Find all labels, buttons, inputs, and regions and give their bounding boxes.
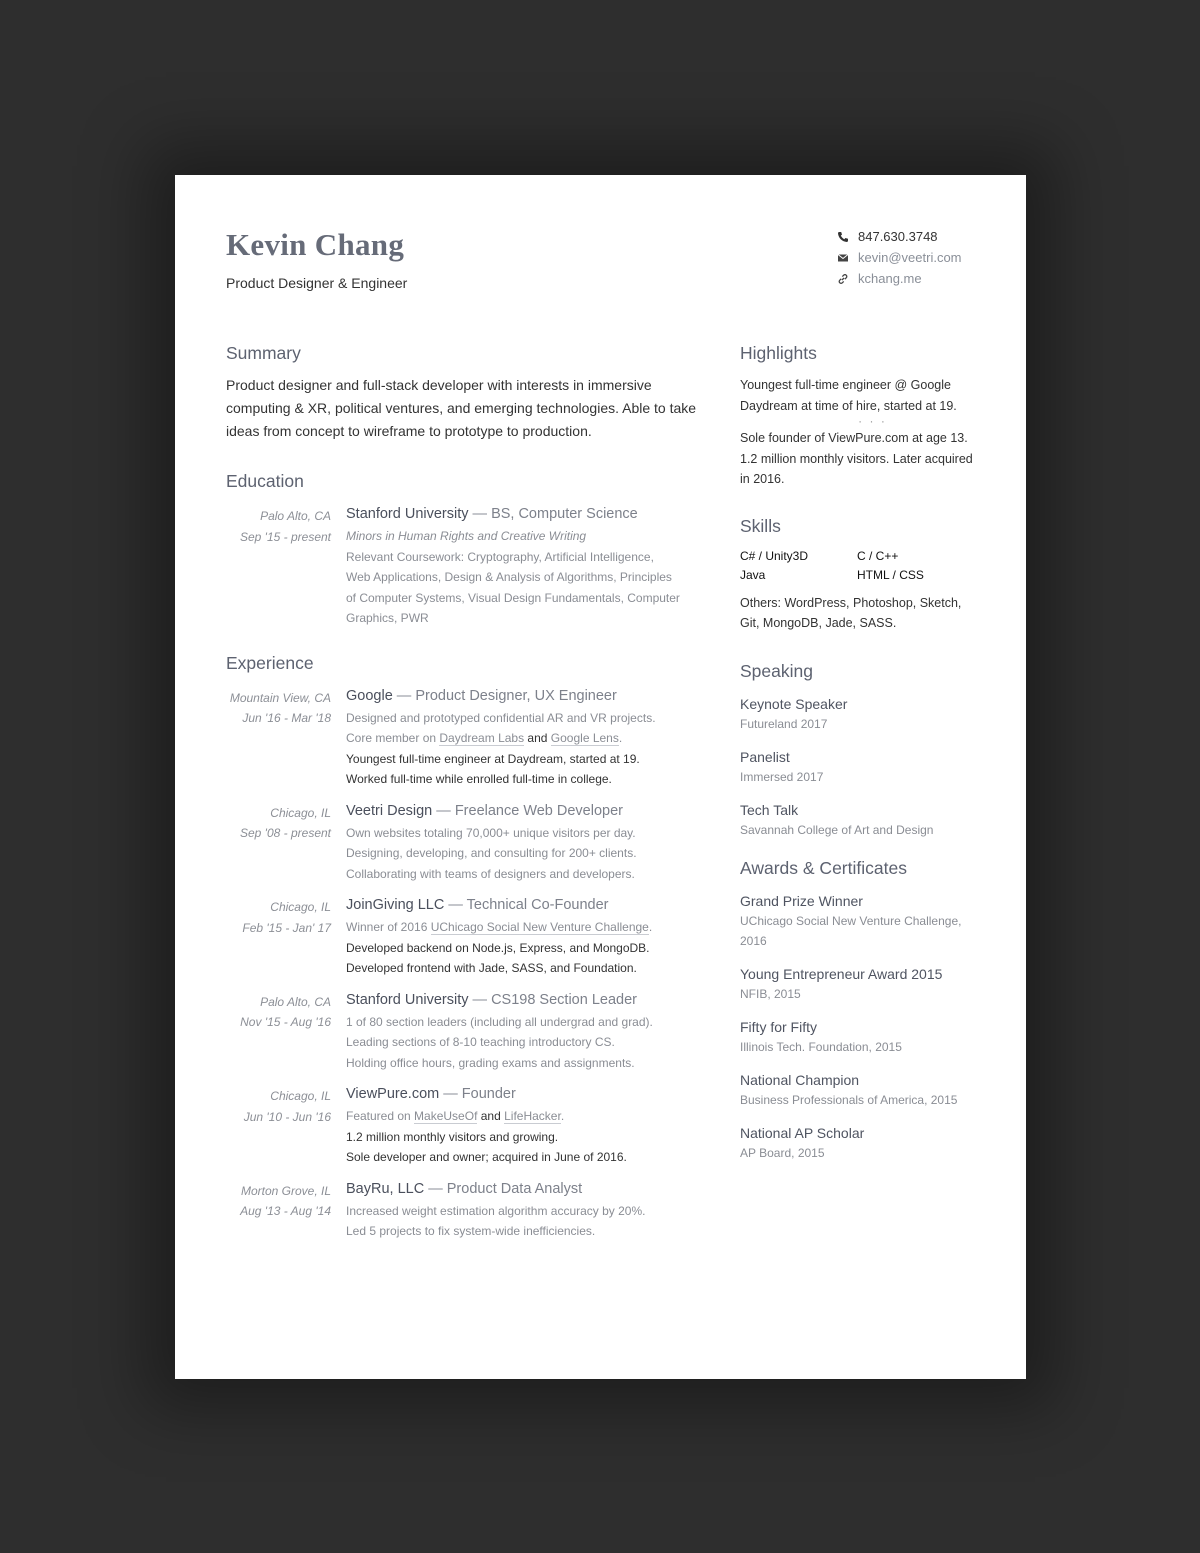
entry-location: Chicago, IL [270, 900, 331, 914]
skills-grid [740, 547, 980, 585]
entry-line: Relevant Coursework: Cryptography, Artificial Intelligence, [346, 549, 654, 564]
entry-meta [226, 895, 331, 979]
item-subtitle: NFIB, 2015 [740, 986, 801, 1001]
entry-meta [226, 801, 331, 885]
entry-line: Leading sections of 8-10 teaching introductory CS. [346, 1035, 615, 1049]
google-lens-link[interactable]: Google Lens [550, 731, 619, 745]
item-subtitle: AP Board, 2015 [740, 1145, 825, 1160]
entry-line: Developed frontend with Jade, SASS, and Foundation. [346, 961, 637, 975]
entry-line: Increased weight estimation algorithm accuracy by 20%. [346, 1203, 646, 1218]
experience-section [226, 653, 706, 1242]
entry-position: Founder [461, 1086, 516, 1102]
experience-entry-stanford [226, 990, 706, 1074]
phone-icon [837, 231, 849, 243]
entry-dates: Sep '15 - present [239, 529, 331, 544]
entry-position: CS198 Section Leader [491, 991, 637, 1008]
skill-item: HTML / CSS [857, 567, 924, 582]
entry-body [346, 990, 686, 1074]
entry-org: Veetri Design [346, 802, 433, 819]
daydream-labs-link[interactable]: Daydream Labs [439, 731, 525, 745]
entry-org: Google [346, 687, 393, 704]
entry-org: Stanford University [346, 506, 469, 522]
item-title: Tech Talk [740, 801, 799, 818]
entry-org: ViewPure.com [346, 1086, 440, 1102]
entry-position: Technical Co-Founder [466, 897, 609, 913]
entry-location: Chicago, IL [270, 805, 331, 820]
item-title: Grand Prize Winner [740, 892, 863, 909]
entry-separator: — [448, 897, 463, 913]
speaking-item [740, 694, 980, 734]
email-link[interactable]: kevin@veetri.com [858, 250, 962, 265]
item-title: Keynote Speaker [740, 695, 848, 712]
entry-position: Product Designer, UX Engineer [415, 687, 617, 704]
skill-item: C# / Unity3D [740, 548, 809, 563]
entry-body [346, 1179, 686, 1242]
entry-separator: — [396, 687, 412, 704]
summary-heading: Summary [226, 343, 301, 363]
speaking-item [740, 747, 980, 787]
text-fragment: and [477, 1109, 505, 1123]
entry-dates: Aug '13 - Aug '14 [240, 1204, 331, 1218]
item-subtitle: Business Professionals of America, 2015 [740, 1092, 958, 1107]
skill-item: Java [740, 567, 766, 582]
entry-body [346, 801, 686, 885]
entry-org: BayRu, LLC [346, 1180, 425, 1197]
entry-line: Worked full-time while enrolled full-time in college. [346, 772, 612, 786]
highlights-heading: Highlights [740, 343, 817, 363]
entry-line: 1 of 80 section leaders (including all undergrad and grad). [346, 1014, 653, 1029]
uchicago-snvc-link[interactable]: UChicago Social New Venture Challenge [430, 920, 649, 934]
text-fragment: and [524, 731, 551, 745]
highlight-item: Youngest full-time engineer @ Google Daydream at time of hire, started at 19. [740, 378, 957, 413]
entry-location: Palo Alto, CA [260, 994, 331, 1009]
entry-line: Developed backend on Node.js, Express, and MongoDB. [346, 940, 650, 955]
entry-heading [346, 686, 686, 706]
entry-line: Designing, developing, and consulting for 200+ clients. [346, 846, 637, 860]
contact-phone-row [837, 226, 962, 247]
awards-heading: Awards & Certificates [740, 857, 907, 878]
entry-org: Stanford University [346, 991, 469, 1008]
entry-separator: — [472, 506, 488, 522]
entry-separator: — [472, 991, 488, 1008]
entry-heading [346, 1084, 686, 1104]
summary-text: Product designer and full-stack developer with interests in immersive computing & XR, political ventures, and emerging technologies. Able to take ideas from concept to wireframe to prototype to production. [226, 377, 697, 439]
entry-body [346, 504, 686, 629]
summary-section [226, 343, 706, 443]
entry-line [346, 728, 686, 749]
item-title: National AP Scholar [740, 1124, 865, 1141]
resume-name: Kevin Chang [226, 227, 405, 262]
entry-line: Web Applications, Design & Analysis of Algorithms, Principles [346, 570, 672, 584]
lifehacker-link[interactable]: LifeHacker [504, 1109, 561, 1123]
entry-location: Palo Alto, CA [260, 509, 331, 523]
resume-page [175, 175, 1026, 1379]
entry-line [346, 1106, 686, 1127]
award-item [740, 964, 980, 1004]
entry-org: JoinGiving LLC [346, 897, 445, 913]
skills-heading: Skills [740, 515, 781, 536]
award-item [740, 1123, 980, 1163]
skills-section [740, 516, 980, 634]
highlight-divider: · · · [858, 414, 887, 428]
entry-line: 1.2 million monthly visitors and growing. [346, 1129, 559, 1144]
item-title: Young Entrepreneur Award 2015 [740, 965, 943, 982]
link-icon [837, 273, 849, 285]
education-heading: Education [226, 471, 304, 491]
entry-meta [226, 686, 331, 790]
entry-line: Collaborating with teams of designers and developers. [346, 866, 635, 881]
contact-email-row[interactable] [837, 247, 962, 268]
entry-dates: Jun '16 - Mar '18 [242, 711, 331, 725]
entry-position: BS, Computer Science [491, 506, 638, 522]
envelope-icon [837, 252, 849, 264]
education-section [226, 471, 706, 629]
text-fragment: . [648, 920, 653, 934]
right-column [740, 343, 980, 1176]
entry-line: Sole developer and owner; acquired in June of 2016. [346, 1150, 627, 1164]
speaking-heading: Speaking [740, 660, 813, 681]
entry-dates: Jun '10 - Jun '16 [243, 1109, 331, 1124]
entry-line: Youngest full-time engineer at Daydream, started at 19. [346, 751, 640, 766]
entry-dates: Feb '15 - Jan' 17 [242, 920, 331, 935]
text-fragment: Featured on [346, 1109, 415, 1123]
entry-body [346, 1084, 686, 1168]
item-subtitle: Savannah College of Art and Design [740, 822, 934, 837]
entry-body [346, 895, 686, 979]
entry-heading [346, 1179, 686, 1199]
skill-item: C / C++ [857, 548, 899, 563]
speaking-item [740, 800, 980, 840]
entry-meta [226, 1084, 331, 1168]
entry-location: Mountain View, CA [229, 690, 331, 705]
entry-position: Product Data Analyst [446, 1180, 583, 1197]
entry-position: Freelance Web Developer [454, 802, 623, 819]
contact-website-row[interactable] [837, 268, 962, 289]
entry-line: Designed and prototyped confidential AR and VR projects. [346, 710, 656, 725]
left-column [226, 343, 706, 1253]
entry-separator: — [436, 802, 451, 819]
entry-separator: — [428, 1180, 443, 1197]
entry-line [346, 917, 686, 938]
text-fragment: . [618, 731, 623, 745]
text-fragment: Core member on [346, 731, 440, 745]
entry-line: Own websites totaling 70,000+ unique visitors per day. [346, 825, 636, 840]
entry-meta [226, 990, 331, 1074]
item-subtitle: UChicago Social New Venture Challenge, 2016 [740, 913, 962, 948]
entry-line: Graphics, PWR [346, 611, 429, 625]
item-title: Panelist [740, 748, 790, 765]
item-title: National Champion [740, 1071, 860, 1088]
entry-line: Led 5 projects to fix system-wide inefficiencies. [346, 1224, 596, 1238]
experience-entry-viewpure [226, 1084, 706, 1168]
award-item [740, 1070, 980, 1110]
awards-section [740, 858, 980, 1163]
resume-role: Product Designer & Engineer [226, 275, 408, 291]
entry-heading [346, 504, 686, 524]
entry-line: of Computer Systems, Visual Design Fundamentals, Computer [346, 590, 680, 605]
experience-heading: Experience [226, 652, 314, 673]
entry-heading [346, 801, 686, 821]
item-title: Fifty for Fifty [740, 1018, 817, 1035]
website-link[interactable]: kchang.me [858, 271, 922, 286]
entry-meta [226, 1179, 331, 1242]
experience-entry-google [226, 686, 706, 790]
phone-number: 847.630.3748 [858, 229, 938, 244]
entry-dates: Sep '08 - present [239, 826, 331, 840]
item-subtitle: Futureland 2017 [740, 716, 828, 731]
award-item [740, 891, 980, 951]
experience-entry-joingiving [226, 895, 706, 979]
contact-block [837, 226, 962, 289]
item-subtitle: Immersed 2017 [740, 769, 824, 784]
entry-minors: Minors in Human Rights and Creative Writing [346, 529, 587, 543]
entry-separator: — [443, 1086, 458, 1102]
highlights-section [740, 343, 980, 490]
entry-body [346, 686, 686, 790]
highlight-item: Sole founder of ViewPure.com at age 13. 1.2 million monthly visitors. Later acquired in 2016. [740, 431, 973, 486]
entry-line: Holding office hours, grading exams and assignments. [346, 1055, 635, 1070]
education-entry [226, 504, 706, 629]
makeuseof-link[interactable]: MakeUseOf [414, 1109, 478, 1123]
item-subtitle: Illinois Tech. Foundation, 2015 [740, 1039, 902, 1054]
experience-entry-veetri [226, 801, 706, 885]
entry-heading [346, 990, 686, 1010]
text-fragment: . [560, 1109, 565, 1123]
text-fragment: Winner of 2016 [346, 920, 431, 934]
entry-meta [226, 504, 331, 629]
entry-location: Chicago, IL [270, 1089, 331, 1103]
award-item [740, 1017, 980, 1057]
entry-heading [346, 895, 686, 915]
skills-others: Others: WordPress, Photoshop, Sketch, Git, MongoDB, Jade, SASS. [740, 595, 962, 630]
entry-location: Morton Grove, IL [240, 1183, 331, 1198]
speaking-section [740, 661, 980, 840]
entry-dates: Nov '15 - Aug '16 [240, 1015, 331, 1029]
experience-entry-bayru [226, 1179, 706, 1242]
